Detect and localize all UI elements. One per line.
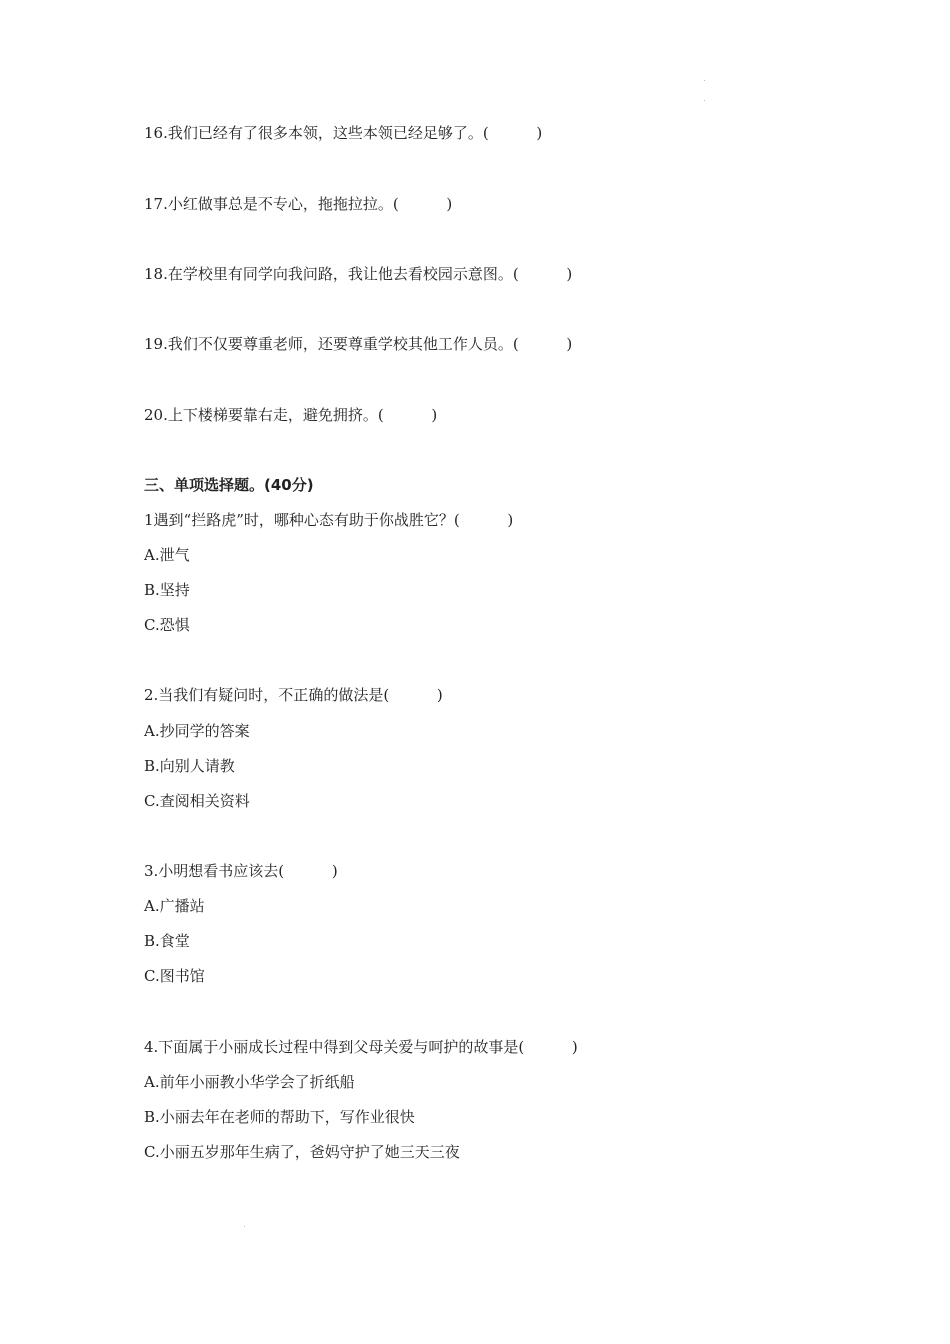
true-false-item-17: 17.小红做事总是不专心，拖拖拉拉。( ) xyxy=(144,195,453,213)
true-false-item-19: 19.我们不仅要尊重老师，还要尊重学校其他工作人员。( ) xyxy=(144,335,573,353)
question-1-option-c: C.恐惧 xyxy=(144,616,190,634)
question-3-option-b: B.食堂 xyxy=(144,932,190,950)
question-4-stem: 4.下面属于小丽成长过程中得到父母关爱与呵护的故事是( ) xyxy=(144,1038,578,1056)
true-false-item-16: 16.我们已经有了很多本领，这些本领已经足够了。( ) xyxy=(144,124,543,142)
question-1-option-a: A.泄气 xyxy=(144,546,190,564)
question-3-option-c: C.图书馆 xyxy=(144,967,205,985)
question-2-stem: 2.当我们有疑问时，不正确的做法是( ) xyxy=(144,686,443,704)
scan-dot xyxy=(244,1226,245,1227)
question-3-option-a: A.广播站 xyxy=(144,897,205,915)
true-false-item-18: 18.在学校里有同学向我问路，我让他去看校园示意图。( ) xyxy=(144,265,573,283)
question-1-stem: 1遇到“拦路虎”时，哪种心态有助于你战胜它？( ) xyxy=(144,511,514,529)
true-false-item-20: 20.上下楼梯要靠右走，避免拥挤。( ) xyxy=(144,406,438,424)
question-2-option-a: A.抄同学的答案 xyxy=(144,722,250,740)
scan-dot xyxy=(704,80,705,81)
question-4-option-a: A.前年小丽教小华学会了折纸船 xyxy=(144,1073,355,1091)
scan-dot xyxy=(704,100,705,101)
question-2-option-c: C.查阅相关资料 xyxy=(144,792,250,810)
section-heading: 三、单项选择题。(40分) xyxy=(144,476,314,494)
question-1-option-b: B.坚持 xyxy=(144,581,190,599)
question-3-stem: 3.小明想看书应该去( ) xyxy=(144,862,338,880)
question-4-option-c: C.小丽五岁那年生病了，爸妈守护了她三天三夜 xyxy=(144,1143,460,1161)
question-4-option-b: B.小丽去年在老师的帮助下，写作业很快 xyxy=(144,1108,415,1126)
question-2-option-b: B.向别人请教 xyxy=(144,757,235,775)
